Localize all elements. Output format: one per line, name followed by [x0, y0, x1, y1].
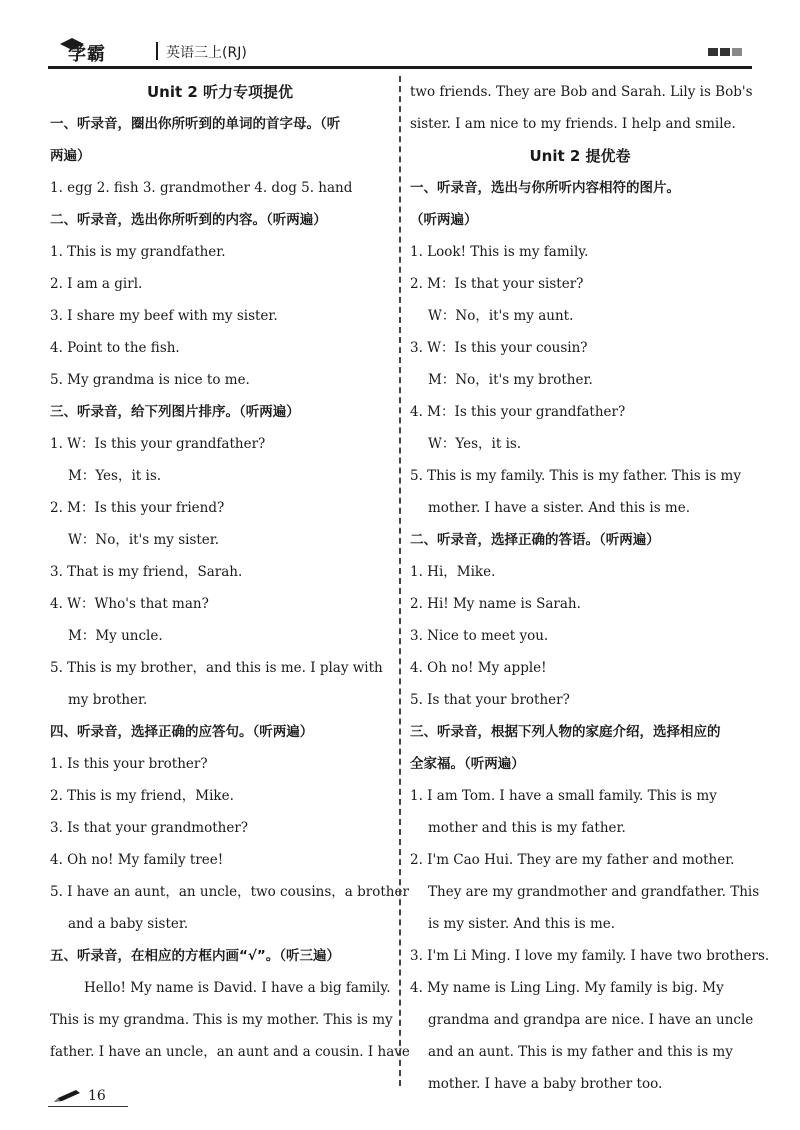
text-line-continued: mother and this is my father. — [428, 820, 626, 836]
text-line-continued: W：No，it's my sister. — [68, 532, 220, 548]
text-line: 2. I'm Cao Hui. They are my father and mother. — [410, 852, 735, 868]
text-line: 5. My grandma is nice to me. — [50, 372, 250, 388]
text-line: 1. This is my grandfather. — [50, 244, 226, 260]
text-line-continued: W：Yes，it is. — [428, 436, 522, 452]
section-heading: 全家福。（听两遍） — [410, 756, 525, 772]
footer-rule — [48, 1106, 128, 1107]
text-line: 4. My name is Ling Ling. My family is big. My — [410, 980, 724, 996]
header-decoration — [708, 48, 742, 56]
text-line: 3. Is that your grandmother? — [50, 820, 249, 836]
text-line: 5. This is my family. This is my father. This is my — [410, 468, 741, 484]
pencil-icon — [52, 1088, 82, 1104]
text-line: 4. Point to the fish. — [50, 340, 180, 356]
text-line: 1. Hi，Mike. — [410, 564, 496, 580]
header-rule — [48, 66, 752, 69]
text-line: father. I have an uncle，an aunt and a cousin. I have — [50, 1044, 410, 1060]
text-line-continued: M：Yes，it is. — [68, 468, 162, 484]
text-line-continued: and a baby sister. — [68, 916, 189, 932]
text-line-continued: W：No，it's my aunt. — [428, 308, 574, 324]
text-line: 1. egg 2. fish 3. grandmother 4. dog 5. hand — [50, 180, 353, 196]
section-heading: 一、听录音，选出与你所听内容相符的图片。 — [410, 180, 680, 196]
unit-title: Unit 2 提优卷 — [529, 147, 631, 165]
text-line-continued: mother. I have a sister. And this is me. — [428, 500, 690, 516]
text-line-continued: grandma and grandpa are nice. I have an uncle — [428, 1012, 754, 1028]
text-line: 2. This is my friend，Mike. — [50, 788, 234, 804]
section-heading: （听两遍） — [410, 212, 478, 228]
text-line: 4. Oh no! My apple! — [410, 660, 547, 676]
text-line: 1. I am Tom. I have a small family. This is my — [410, 788, 717, 804]
text-line-continued: my brother. — [68, 692, 148, 708]
text-line: 4. W：Who's that man? — [50, 596, 209, 612]
text-line-continued: mother. I have a baby brother too. — [428, 1076, 663, 1092]
logo-text: 学霸 — [68, 44, 106, 65]
text-line: 5. I have an aunt，an uncle，two cousins，a brother — [50, 884, 409, 900]
page-number: 16 — [88, 1088, 106, 1104]
text-line: sister. I am nice to my friends. I help and smile. — [410, 116, 736, 132]
text-line: 1. Is this your brother? — [50, 756, 208, 772]
text-line: 2. Hi! My name is Sarah. — [410, 596, 581, 612]
section-heading: 二、听录音，选出你所听到的内容。（听两遍） — [50, 212, 327, 228]
book-title: 英语三上(RJ) — [166, 45, 247, 61]
text-line: 1. Look! This is my family. — [410, 244, 589, 260]
text-line: 2. M：Is this your friend? — [50, 500, 225, 516]
text-line-continued: They are my grandmother and grandfather. This — [428, 884, 760, 900]
section-heading: 二、听录音，选择正确的答语。（听两遍） — [410, 532, 660, 548]
page-header — [48, 36, 752, 70]
unit-title: Unit 2 听力专项提优 — [146, 83, 294, 101]
text-line: 5. Is that your brother? — [410, 692, 570, 708]
text-line-continued: M：No，it's my brother. — [428, 372, 593, 388]
text-line: 2. I am a girl. — [50, 276, 143, 292]
text-line: 4. M：Is this your grandfather? — [410, 404, 626, 420]
text-line: This is my grandma. This is my mother. This is my — [50, 1012, 393, 1028]
text-line: 4. Oh no! My family tree! — [50, 852, 224, 868]
text-line: two friends. They are Bob and Sarah. Lily is Bob's — [410, 84, 753, 100]
text-line: 3. I'm Li Ming. I love my family. I have two brothers. — [410, 948, 770, 964]
text-line: 3. I share my beef with my sister. — [50, 308, 278, 324]
right-column — [410, 76, 770, 1100]
left-column — [50, 76, 410, 1068]
section-heading: 三、听录音，根据下列人物的家庭介绍，选择相应的 — [410, 724, 721, 740]
section-heading: 一、听录音，圈出你所听到的单词的首字母。（听 — [50, 116, 341, 132]
text-line: 5. This is my brother，and this is me. I play with — [50, 660, 383, 676]
text-line: 3. That is my friend，Sarah. — [50, 564, 243, 580]
paragraph-start: Hello! My name is David. I have a big family. — [84, 980, 391, 996]
section-heading: 五、听录音，在相应的方框内画“√”。（听三遍） — [50, 948, 340, 964]
text-line: 2. M：Is that your sister? — [410, 276, 584, 292]
text-line-continued: is my sister. And this is me. — [428, 916, 616, 932]
text-line-continued: and an aunt. This is my father and this is my — [428, 1044, 733, 1060]
text-line-continued: M：My uncle. — [68, 628, 163, 644]
header-separator — [156, 42, 158, 60]
text-line: 3. Nice to meet you. — [410, 628, 549, 644]
page-footer — [48, 1084, 128, 1108]
text-line: 1. W：Is this your grandfather? — [50, 436, 266, 452]
section-heading: 四、听录音，选择正确的应答句。（听两遍） — [50, 724, 314, 740]
section-heading: 三、听录音，给下列图片排序。（听两遍） — [50, 404, 300, 420]
column-divider — [399, 76, 401, 1086]
section-heading: 两遍） — [50, 148, 91, 164]
text-line: 3. W：Is this your cousin? — [410, 340, 588, 356]
